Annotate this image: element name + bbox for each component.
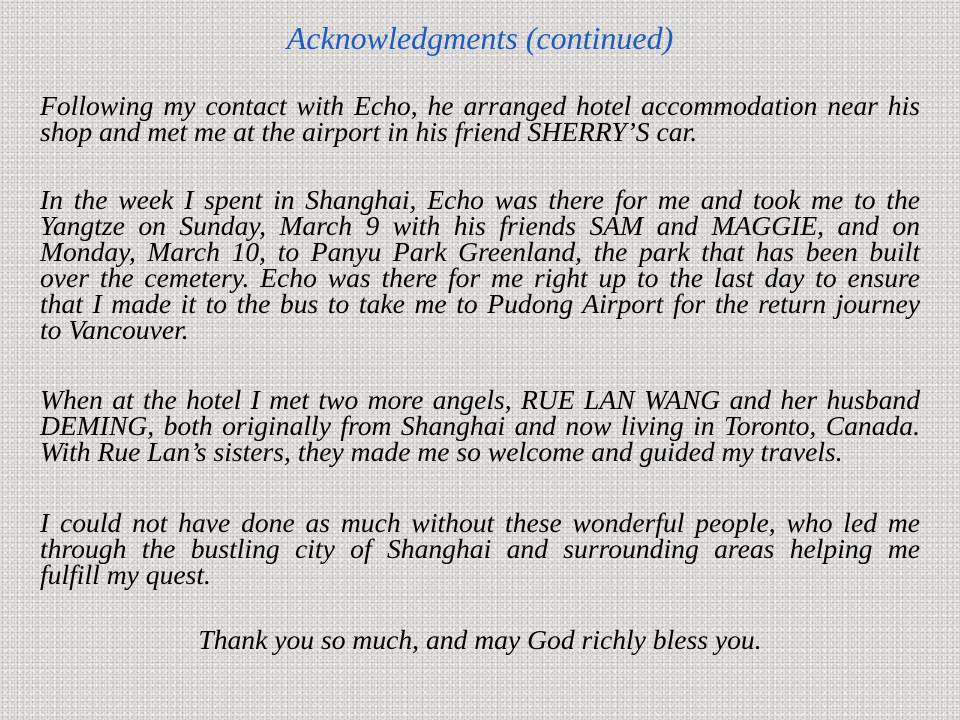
paragraph-hotel-angels [40, 384, 920, 467]
text-line: Yangtze on Sunday, March 9 with his friends SAM and MAGGIE, and on [40, 210, 920, 241]
closing-blessing: Thank you so much, and may God richly bless you. [198, 624, 762, 655]
paragraph-contact-echo [40, 90, 920, 147]
text-line: to Vancouver. [40, 314, 189, 345]
text-line: In the week I spent in Shanghai, Echo was there for me and took me to the [40, 184, 920, 215]
text-line: shop and met me at the airport in his friend SHERRY’S car. [40, 116, 698, 147]
text-line: fulfill my quest. [40, 559, 211, 590]
text-line: that I made it to the bus to take me to Pudong Airport for the return journey [40, 288, 920, 319]
text-line: over the cemetery. Echo was there for me right up to the last day to ensure [40, 262, 920, 293]
text-line: DEMING, both originally from Shanghai and now living in Toronto, Canada. [40, 410, 920, 441]
paragraph-wonderful-people [40, 507, 920, 590]
text-line: Monday, March 10, to Panyu Park Greenland, the park that has been built [40, 236, 920, 267]
slide-title: Acknowledgments (continued) [286, 20, 674, 56]
text-line: When at the hotel I met two more angels, RUE LAN WANG and her husband [40, 384, 920, 415]
text-line: I could not have done as much without these wonderful people, who led me [40, 507, 920, 538]
text-line: With Rue Lan’s sisters, they made me so welcome and guided my travels. [40, 436, 843, 467]
paragraph-week-in-shanghai [40, 184, 920, 345]
text-line: through the bustling city of Shanghai and surrounding areas helping me [40, 533, 920, 564]
text-line: Following my contact with Echo, he arranged hotel accommodation near his [40, 90, 920, 121]
